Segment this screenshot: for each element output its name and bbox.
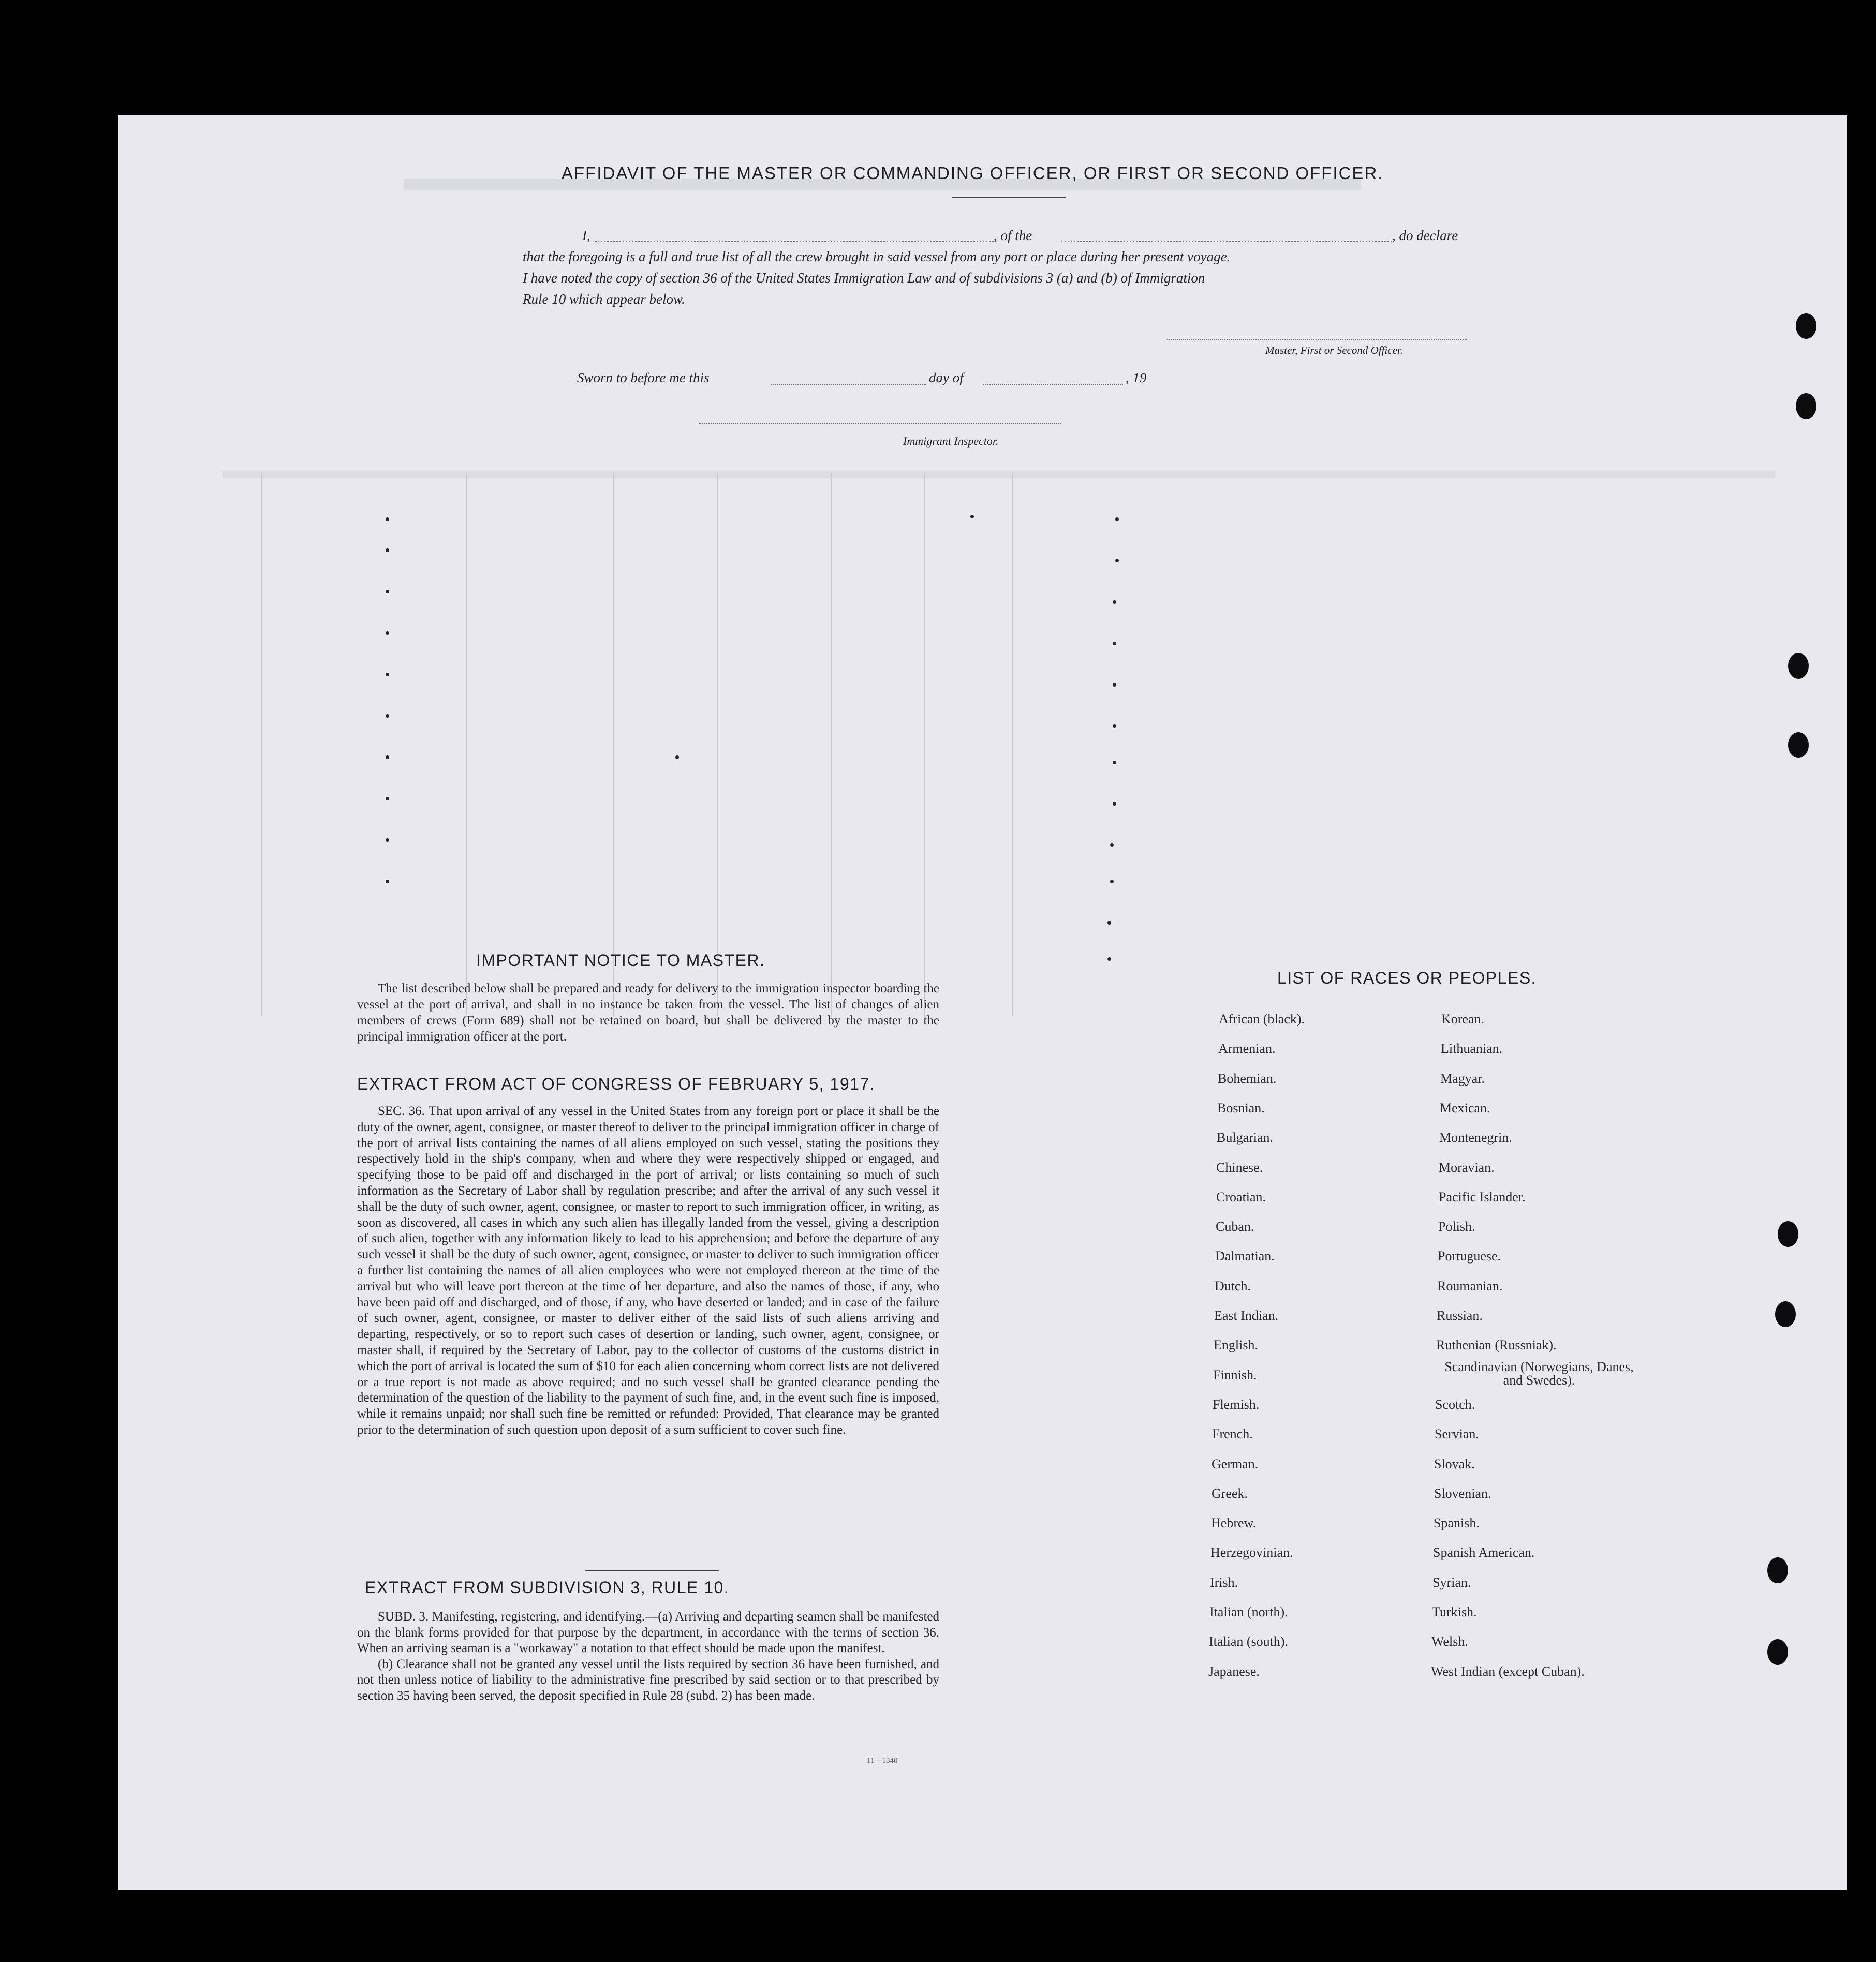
rule-paragraph-b: (b) Clearance shall not be granted any vessel until the lists required by section 36 have been furnished, and not then unless notice of liability to the administrative fine prescribed by said section or to that prescribed by section 35 having been served, the deposit specified in Rule 28 (subd. 2) has been made.: [357, 1657, 939, 1703]
ink-speck: [1115, 517, 1119, 521]
form-number: 11—1340: [867, 1757, 898, 1765]
race-item: Russian.: [1437, 1308, 1483, 1323]
ink-speck: [386, 673, 389, 676]
affidavit-line-3: I have noted the copy of section 36 of the United States Immigration Law and of subdivisions 3 (a) and (b) of Immigration: [523, 270, 1205, 286]
ink-speck: [386, 517, 389, 521]
race-item: Finnish.: [1213, 1368, 1257, 1383]
races-heading: LIST OF RACES OR PEOPLES.: [1277, 969, 1537, 987]
ink-speck: [386, 590, 389, 593]
ink-speck: [386, 714, 389, 718]
affidavit-title: AFFIDAVIT OF THE MASTER OR COMMANDING OFFICER, OR FIRST OR SECOND OFFICER.: [562, 164, 1384, 183]
race-item: Magyar.: [1440, 1071, 1485, 1086]
race-item: Moravian.: [1439, 1160, 1495, 1175]
race-item: Polish.: [1438, 1219, 1475, 1234]
race-item: Welsh.: [1431, 1634, 1468, 1649]
race-item: Bosnian.: [1217, 1101, 1265, 1116]
ink-speck: [1110, 880, 1114, 883]
race-item: Turkish.: [1432, 1604, 1477, 1619]
punch-hole: [1788, 653, 1809, 679]
race-item: Scotch.: [1435, 1397, 1475, 1412]
race-item: Chinese.: [1216, 1160, 1263, 1175]
punch-hole: [1796, 393, 1816, 419]
bleed-through-rule: [1012, 473, 1013, 1017]
race-item: Syrian.: [1432, 1575, 1471, 1590]
ink-speck: [1113, 802, 1116, 806]
sworn-year: , 19: [1126, 370, 1147, 385]
race-item: Korean.: [1441, 1012, 1485, 1027]
race-item: Bulgarian.: [1217, 1130, 1274, 1145]
affidavit-line-i: I,: [582, 228, 590, 243]
ink-speck: [386, 631, 389, 635]
race-item: Spanish.: [1434, 1515, 1480, 1530]
notice-heading: IMPORTANT NOTICE TO MASTER.: [476, 951, 765, 970]
ink-speck: [386, 880, 389, 883]
master-signature-label: Master, First or Second Officer.: [1265, 344, 1403, 356]
ink-speck: [1113, 683, 1116, 687]
race-item: Pacific Islander.: [1439, 1190, 1526, 1205]
race-item: Slovenian.: [1434, 1486, 1491, 1501]
rule-heading: EXTRACT FROM SUBDIVISION 3, RULE 10.: [365, 1578, 730, 1597]
punch-hole: [1778, 1221, 1798, 1247]
race-item: Herzegovinian.: [1210, 1545, 1293, 1560]
race-item: Montenegrin.: [1439, 1130, 1512, 1145]
inspector-label: Immigrant Inspector.: [903, 435, 999, 448]
race-item: Italian (north).: [1209, 1604, 1288, 1619]
ink-speck: [386, 548, 389, 552]
race-item: Spanish American.: [1433, 1545, 1535, 1560]
race-item: Cuban.: [1216, 1219, 1254, 1234]
race-item: African (black).: [1219, 1012, 1305, 1027]
name-blank[interactable]: [595, 241, 994, 242]
bleed-through-rule: [261, 473, 262, 1017]
race-item: Dutch.: [1215, 1279, 1251, 1294]
sworn-text: Sworn to before me this: [577, 370, 710, 385]
race-item: Bohemian.: [1218, 1071, 1277, 1086]
race-item: French.: [1212, 1426, 1253, 1441]
ink-speck: [1115, 559, 1119, 562]
rule-paragraph-a: SUBD. 3. Manifesting, registering, and identifying.—(a) Arriving and departing seamen shall be manifested on the blank forms provided for that purpose by the department, in accordance with the terms of section 36. When an arriving seaman is a "workaway" a notation to that effect should be made upon the manifest.: [357, 1610, 939, 1655]
notice-paragraph: The list described below shall be prepared and ready for delivery to the immigration inspector boarding the vessel at the port of arrival, and shall in no instance be taken from the vessel. The list of changes of alien members of crews (Form 689) shall not be retained on board, but shall be delivered by the master to the principal immigration officer at the port.: [357, 982, 939, 1044]
bleed-through-rule: [831, 473, 832, 1017]
race-item: Croatian.: [1216, 1190, 1266, 1205]
bleed-through-rule: [924, 473, 925, 1017]
punch-hole: [1796, 313, 1816, 339]
act-heading: EXTRACT FROM ACT OF CONGRESS OF FEBRUARY 5, 1917.: [357, 1075, 876, 1093]
race-item: English.: [1214, 1337, 1258, 1352]
ink-speck: [1113, 642, 1116, 645]
punch-hole: [1767, 1557, 1788, 1583]
race-item: Roumanian.: [1437, 1279, 1503, 1294]
ink-speck: [386, 797, 389, 800]
act-text: [357, 1104, 939, 1438]
race-item: Scandinavian (Norwegians, Danes, and Swedes).: [1444, 1359, 1634, 1388]
sworn-day-of: day of: [929, 370, 964, 385]
ink-speck: [1113, 600, 1116, 604]
act-paragraph: SEC. 36. That upon arrival of any vessel in the United States from any foreign port or place it shall be the duty of the owner, agent, consignee, or master thereof to deliver to the principal immigration officer in charge of the port of arrival lists containing the names of all aliens employed on such vessel, stating the positions they respectively hold in the ship's company, when and where they were respectively shipped or engaged, and specifying those to be paid off and discharged in the port of arrival; or lists containing so much of such information as the Secretary of Labor shall by regulation prescribe; and after the arrival of any such vessel it shall be the duty of such owner, agent, consignee, or master to report to such immigration officer, in writing, as soon as discovered, all cases in which any such alien has illegally landed from the vessel, giving a description of such alien, together with any information likely to lead to his apprehension; and before the departure of any such vessel it shall be the duty of such owner, agent, consignee, or master to deliver to such immigration officer a further list containing the names of all alien employees who were not employed thereon at the time of the arrival but who will leave port thereon at the time of her departure, and also the names of those, if any, who have been paid off and discharged, and of those, if any, who have deserted or landed; and in case of the failure of such owner, agent, consignee, or master to deliver either of the said lists of such aliens arriving and departing, respectively, or so to report such cases of desertion or landing, such owner, agent, consignee, or master shall, if required by the Secretary of Labor, pay to the collector of customs of the customs district in which the port of arrival is located the sum of $10 for each alien concerning whom correct lists are not delivered or a true report is not made as above required; and no such vessel shall be granted clearance pending the determination of the question of the liability to the payment of such fine, and, in the event such fine is imposed, while it remains unpaid; nor shall such fine be remitted or refunded: Provided, That clearance may be granted prior to the determination of such question upon deposit of a sum sufficient to cover such fine.: [357, 1104, 939, 1437]
sworn-month-blank[interactable]: [983, 384, 1123, 385]
master-signature-line[interactable]: [1167, 339, 1467, 340]
ink-speck: [1110, 843, 1114, 847]
ink-speck: [1113, 761, 1116, 764]
race-item: Italian (south).: [1209, 1634, 1289, 1649]
inspector-signature-line[interactable]: [699, 423, 1061, 424]
bleed-through-rule: [466, 473, 467, 1017]
race-item: Ruthenian (Russniak).: [1436, 1337, 1557, 1352]
ink-speck: [386, 838, 389, 842]
race-item: German.: [1212, 1456, 1259, 1472]
punch-hole: [1788, 732, 1809, 758]
ink-speck: [1107, 921, 1111, 925]
race-item: Irish.: [1210, 1575, 1238, 1590]
punch-hole: [1767, 1639, 1788, 1665]
affidavit-line-4: Rule 10 which appear below.: [523, 291, 685, 307]
ink-speck: [675, 755, 679, 759]
act-divider: [585, 1570, 719, 1571]
race-item: West Indian (except Cuban).: [1431, 1664, 1585, 1679]
bleed-through-rule: [613, 473, 614, 1017]
race-item: Mexican.: [1440, 1101, 1490, 1116]
affidavit-line-2: that the foregoing is a full and true list of all the crew brought in said vessel from any port or place during her present voyage.: [523, 249, 1231, 264]
race-item: Flemish.: [1213, 1397, 1260, 1412]
race-item: Japanese.: [1208, 1664, 1260, 1679]
ink-speck: [1113, 724, 1116, 728]
ink-speck: [1107, 957, 1111, 961]
sworn-day-blank[interactable]: [771, 384, 926, 385]
affidavit-line-of-the: , of the: [994, 228, 1032, 243]
ink-speck: [386, 755, 389, 759]
notice-text: [357, 980, 939, 1045]
rule-text: [357, 1609, 939, 1704]
bleed-through-row: [223, 471, 1775, 478]
race-item: East Indian.: [1214, 1308, 1279, 1323]
affidavit-line-declare: , do declare: [1392, 228, 1458, 243]
bleed-through-rule: [717, 473, 718, 1017]
race-item: Slovak.: [1434, 1456, 1475, 1472]
punch-hole: [1775, 1301, 1796, 1327]
vessel-blank[interactable]: [1061, 241, 1392, 242]
race-item: Armenian.: [1218, 1041, 1276, 1056]
race-item: Portuguese.: [1438, 1248, 1501, 1264]
ink-speck: [970, 515, 974, 518]
title-underline: [952, 197, 1066, 198]
race-item: Greek.: [1212, 1486, 1248, 1501]
race-item: Servian.: [1435, 1426, 1479, 1441]
race-item: Dalmatian.: [1215, 1248, 1275, 1264]
race-item: Hebrew.: [1211, 1515, 1257, 1530]
race-item: Lithuanian.: [1441, 1041, 1503, 1056]
